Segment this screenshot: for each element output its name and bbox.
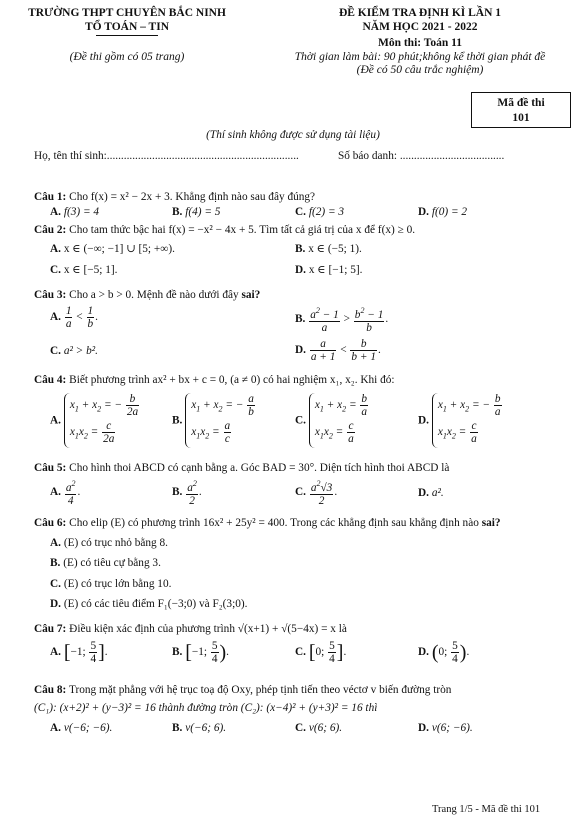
q7-option-b[interactable]: B. [−1; $\frac{5}{4}$ ). [172, 640, 229, 665]
q2-option-a[interactable]: A. x ∈ (−∞; −1] ∪ [5; +∞). [50, 243, 175, 255]
page-footer: Trang 1/5 - Mã đề thi 101 [432, 804, 541, 815]
question-1-text: Cho f(x) = x² − 2x + 3. Khẳng định nào sau đây đúng? [69, 191, 316, 203]
exam-title: ĐỀ KIỂM TRA ĐỊNH KÌ LẦN 1 [338, 7, 502, 19]
subject: Môn thi: Toán 11 [377, 37, 463, 49]
notice: (Thí sinh không được sử dụng tài liệu) [206, 129, 380, 141]
q1-option-a[interactable]: A. f(3) = 4 [50, 206, 100, 218]
q8-option-d[interactable]: D. v(6; −6). [418, 722, 473, 734]
exam-code-value: 101 [512, 112, 530, 124]
q8-option-c[interactable]: C. v(6; 6). [295, 722, 343, 734]
q1-option-d[interactable]: D. f(0) = 2 [418, 206, 468, 218]
q6-option-d[interactable]: D. (E) có các tiêu điểm F₁(−3;0) và F₂(3;0). [50, 598, 248, 610]
q7-option-a[interactable]: A. [−1; $\frac{5}{4}$ ]. [50, 640, 108, 665]
q6-option-a[interactable]: A. (E) có trục nhỏ bằng 8. [50, 537, 168, 549]
q4-option-c[interactable]: C. $x_1 + x_2$ = $\frac{b}{a}$ $x_1x_2$ = $\frac{c}{a}$ [295, 393, 369, 448]
question-7: Câu 7: Điều kiện xác định của phương trình √(x+1) + √(5−4x) = x là [34, 623, 347, 635]
q2-option-c[interactable]: C. x ∈ [−5; 1]. [50, 264, 118, 276]
q5-option-b[interactable]: B. $\frac{a^2}{2}$ . [172, 479, 202, 507]
question-count: (Đề có 50 câu trắc nghiệm) [356, 64, 484, 76]
q2-option-d[interactable]: D. x ∈ [−1; 5]. [295, 264, 363, 276]
q1-option-c[interactable]: C. f(2) = 3 [295, 206, 345, 218]
sbd-field[interactable]: Số báo danh: ..................................... [338, 150, 505, 162]
q3-option-c[interactable]: C. a² > b². [50, 345, 98, 357]
question-3: Câu 3: Cho a > b > 0. Mệnh đề nào dưới đây sai? [34, 289, 261, 301]
q6-option-c[interactable]: C. (E) có trục lớn bằng 10. [50, 578, 172, 590]
exam-time: Thời gian làm bài: 90 phút;không kể thời gian phát đề [294, 51, 546, 63]
question-1-label: Câu 1: [34, 191, 67, 203]
q7-option-c[interactable]: C. [0; $\frac{5}{4}$ ]. [295, 640, 347, 665]
q8-option-a[interactable]: A. v(−6; −6). [50, 722, 113, 734]
q3-option-d[interactable]: D. $\frac{a}{a + 1}$ < $\frac{b}{b + 1}$ . [295, 338, 381, 363]
q5-option-a[interactable]: A. $\frac{a^2}{4}$ . [50, 479, 81, 507]
q4-option-d[interactable]: D. $x_1 + x_2$ = − $\frac{b}{a}$ $x_1x_2$ = $\frac{c}{a}$ [418, 393, 503, 448]
q1-option-b[interactable]: B. f(4) = 5 [172, 206, 221, 218]
q6-option-b[interactable]: B. (E) có tiêu cự bằng 3. [50, 557, 161, 569]
q8-option-b[interactable]: B. v(−6; 6). [172, 722, 227, 734]
q4-option-a[interactable]: A. $x_1 + x_2$ = − $\frac{b}{2a}$ $x_1x_2$ = $\frac{c}{2a}$ [50, 393, 140, 448]
exam-code-box [471, 92, 571, 128]
question-5: Câu 5: Cho hình thoi ABCD có cạnh bằng a. Góc BAD = 30°. Diện tích hình thoi ABCD là [34, 462, 450, 474]
school-name: TRƯỜNG THPT CHUYÊN BẮC NINH [28, 7, 226, 19]
department-name: TỔ TOÁN – TIN [84, 21, 170, 33]
question-1 [34, 190, 315, 204]
name-field[interactable]: Họ, tên thí sinh:.................................................................... [34, 150, 299, 162]
question-6: Câu 6: Cho elip (E) có phương trình 16x² + 25y² = 400. Trong các khẳng định sau khẳng định nào sai? [34, 517, 501, 529]
q5-option-c[interactable]: C. $\frac{a^2√3}{2}$ . [295, 479, 338, 507]
q5-option-d[interactable]: D. a². [418, 487, 444, 499]
q4-option-b[interactable]: B. $x_1 + x_2$ = − $\frac{a}{b}$ $x_1x_2$ = $\frac{a}{c}$ [172, 393, 256, 448]
q3-option-a[interactable]: A. $\frac{1}{a}$ < $\frac{1}{b}$ . [50, 305, 98, 330]
question-8: Câu 8: Trong mặt phẳng với hệ trục toạ độ Oxy, phép tịnh tiến theo véctơ v biến đường tròn [34, 684, 452, 696]
pages-note: (Đề thi gồm có 05 trang) [69, 51, 185, 63]
q7-option-d[interactable]: D. (0; $\frac{5}{4}$ ). [418, 640, 470, 665]
header-underline [96, 35, 158, 36]
q2-option-b[interactable]: B. x ∈ (−5; 1). [295, 243, 362, 255]
q3-option-b[interactable]: B. $\frac{a^2 - 1}{a}$ > $\frac{b^2 - 1}{b}$ . [295, 306, 389, 334]
question-2: Câu 2: Cho tam thức bậc hai f(x) = −x² − 4x + 5. Tìm tất cả giá trị của x để f(x) ≥ 0. [34, 224, 416, 236]
exam-code-label: Mã đề thi [497, 97, 545, 109]
question-4: Câu 4: Biết phương trình ax² + bx + c = 0, (a ≠ 0) có hai nghiệm x₁, x₂. Khi đó: [34, 374, 395, 386]
question-8-line-2: (C₁): (x+2)² + (y−3)² = 16 thành đường tròn (C₂): (x−4)² + (y+3)² = 16 thì [34, 702, 378, 714]
school-year: NĂM HỌC 2021 - 2022 [362, 21, 478, 33]
